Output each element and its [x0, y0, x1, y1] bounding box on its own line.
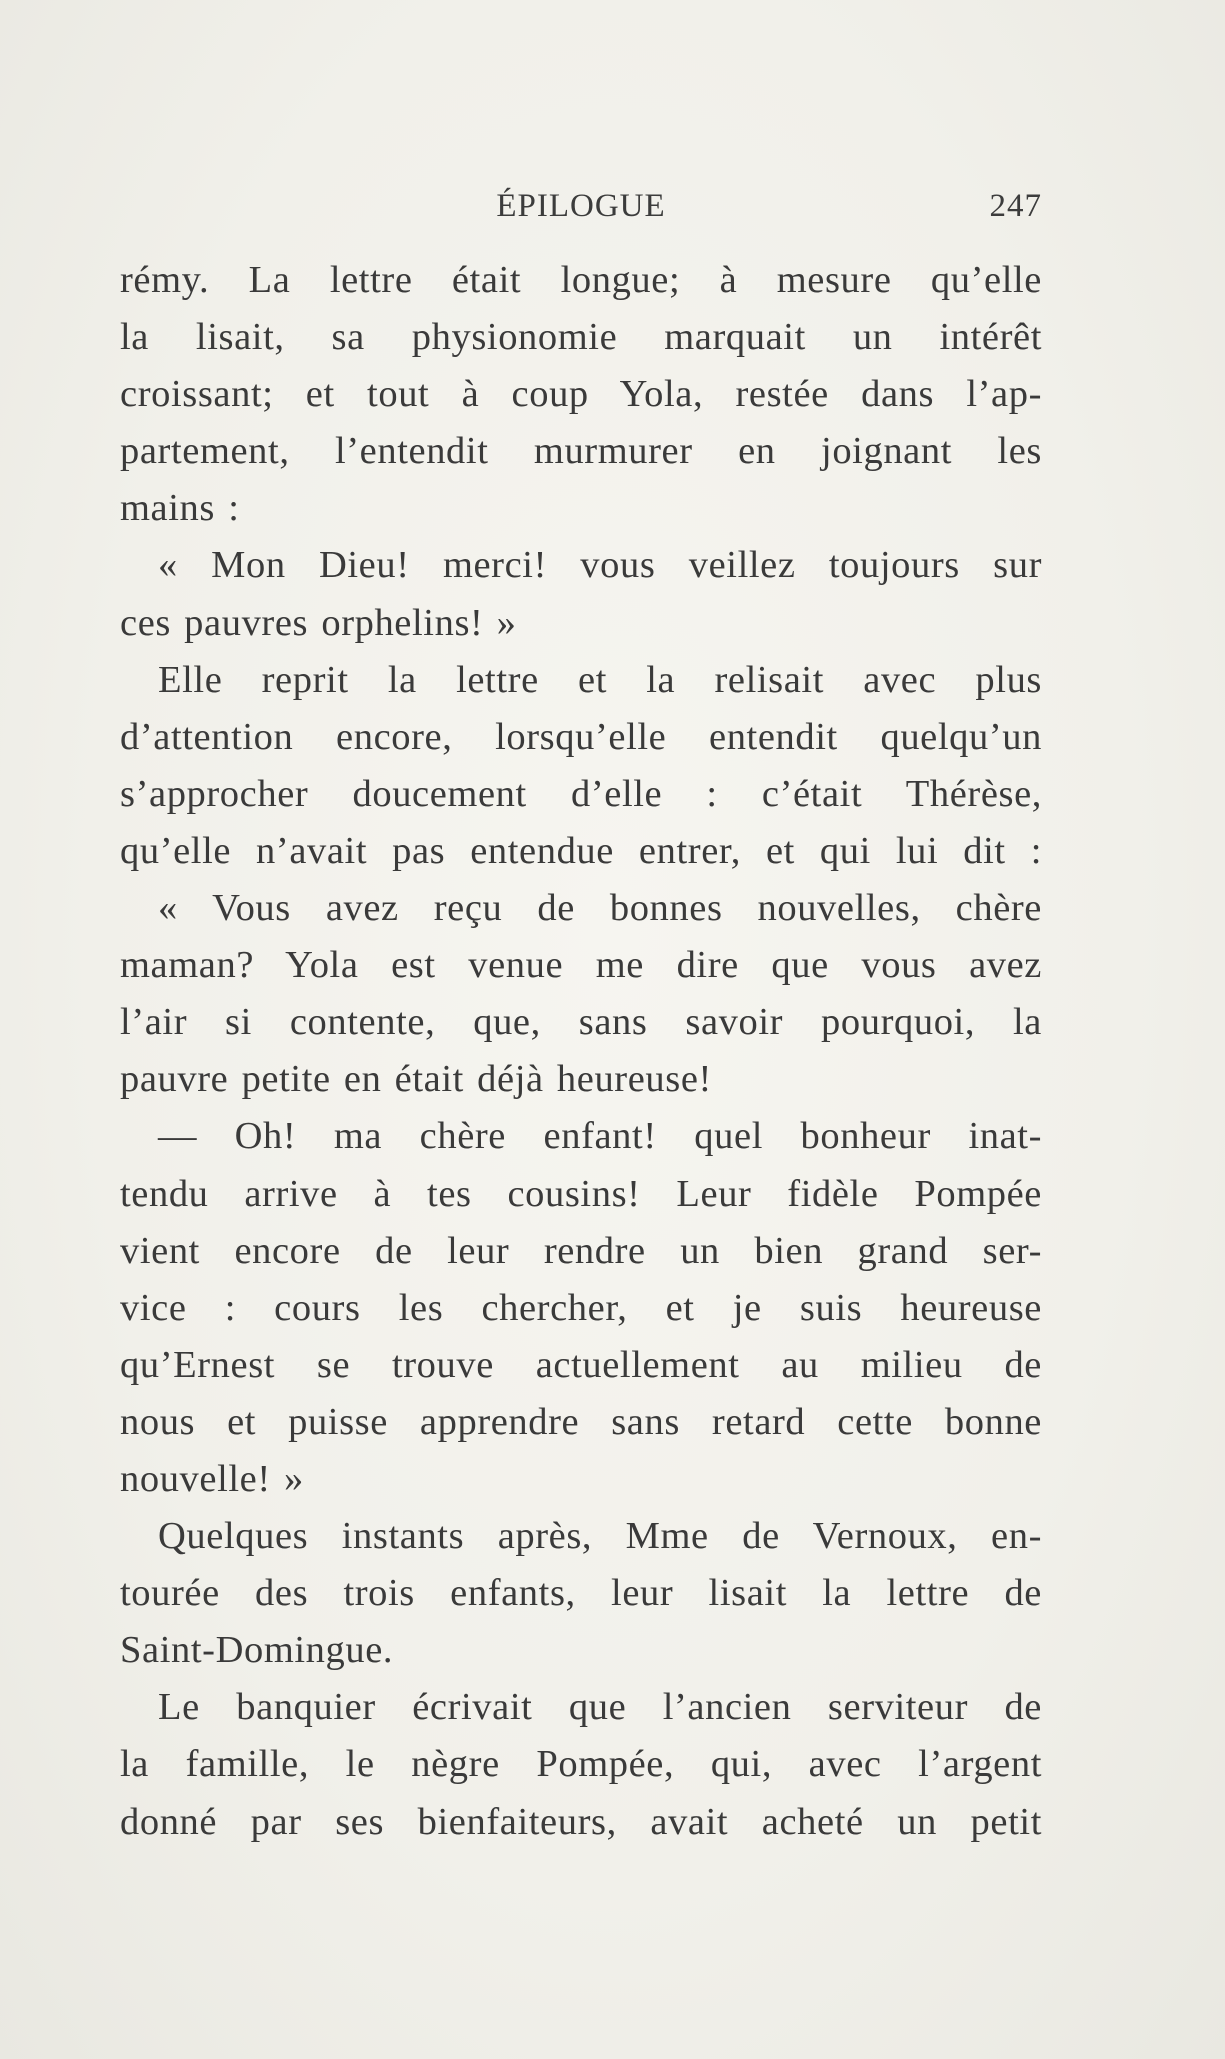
text-line: ces pauvres orphelins! » [120, 601, 517, 644]
text-line: pauvre petite en était déjà heureuse! [120, 1058, 712, 1101]
text-line: Le banquier écrivait que l’ancien serviteur de [158, 1686, 1042, 1729]
text-line: — Oh! ma chère enfant! quel bonheur inat- [158, 1115, 1042, 1158]
text-line: vient encore de leur rendre un bien grand ser- [120, 1229, 1042, 1272]
text-line: « Vous avez reçu de bonnes nouvelles, chère [158, 887, 1042, 930]
page-header [120, 188, 1042, 234]
text-line: « Mon Dieu! merci! vous veillez toujours sur [158, 544, 1042, 587]
running-title: ÉPILOGUE [496, 188, 666, 224]
text-line: vice : cours les chercher, et je suis heureuse [120, 1286, 1042, 1329]
text-line: Quelques instants après, Mme de Vernoux, en- [158, 1515, 1042, 1558]
text-line: partement, l’entendit murmurer en joignant les [120, 430, 1042, 473]
text-line: donné par ses bienfaiteurs, avait acheté un petit [120, 1800, 1042, 1843]
text-line: nouvelle! » [120, 1457, 304, 1500]
text-line: l’air si contente, que, sans savoir pourquoi, la [120, 1001, 1042, 1044]
text-line: tendu arrive à tes cousins! Leur fidèle Pompée [120, 1172, 1042, 1215]
body-text [120, 252, 1042, 1851]
text-line: tourée des trois enfants, leur lisait la lettre de [120, 1572, 1042, 1615]
text-line: la famille, le nègre Pompée, qui, avec l’argent [120, 1743, 1042, 1786]
text-line: rémy. La lettre était longue; à mesure qu’elle [120, 259, 1042, 301]
text-line: s’approcher doucement d’elle : c’était Thérèse, [120, 772, 1042, 815]
text-line: Saint-Domingue. [120, 1629, 394, 1672]
text-line: Elle reprit la lettre et la relisait avec plus [158, 658, 1042, 701]
text-line: d’attention encore, lorsqu’elle entendit quelqu’un [120, 715, 1042, 758]
text-line: mains : [120, 487, 240, 530]
text-line: maman? Yola est venue me dire que vous avez [120, 944, 1042, 987]
page-number: 247 [989, 188, 1042, 224]
text-line: la lisait, sa physionomie marquait un intérêt [120, 316, 1042, 359]
text-line: qu’elle n’avait pas entendue entrer, et qui lui dit : [120, 829, 1042, 872]
text-line: nous et puisse apprendre sans retard cette bonne [120, 1400, 1042, 1443]
text-line: croissant; et tout à coup Yola, restée dans l’ap- [120, 373, 1042, 416]
text-line: qu’Ernest se trouve actuellement au milieu de [120, 1343, 1042, 1386]
